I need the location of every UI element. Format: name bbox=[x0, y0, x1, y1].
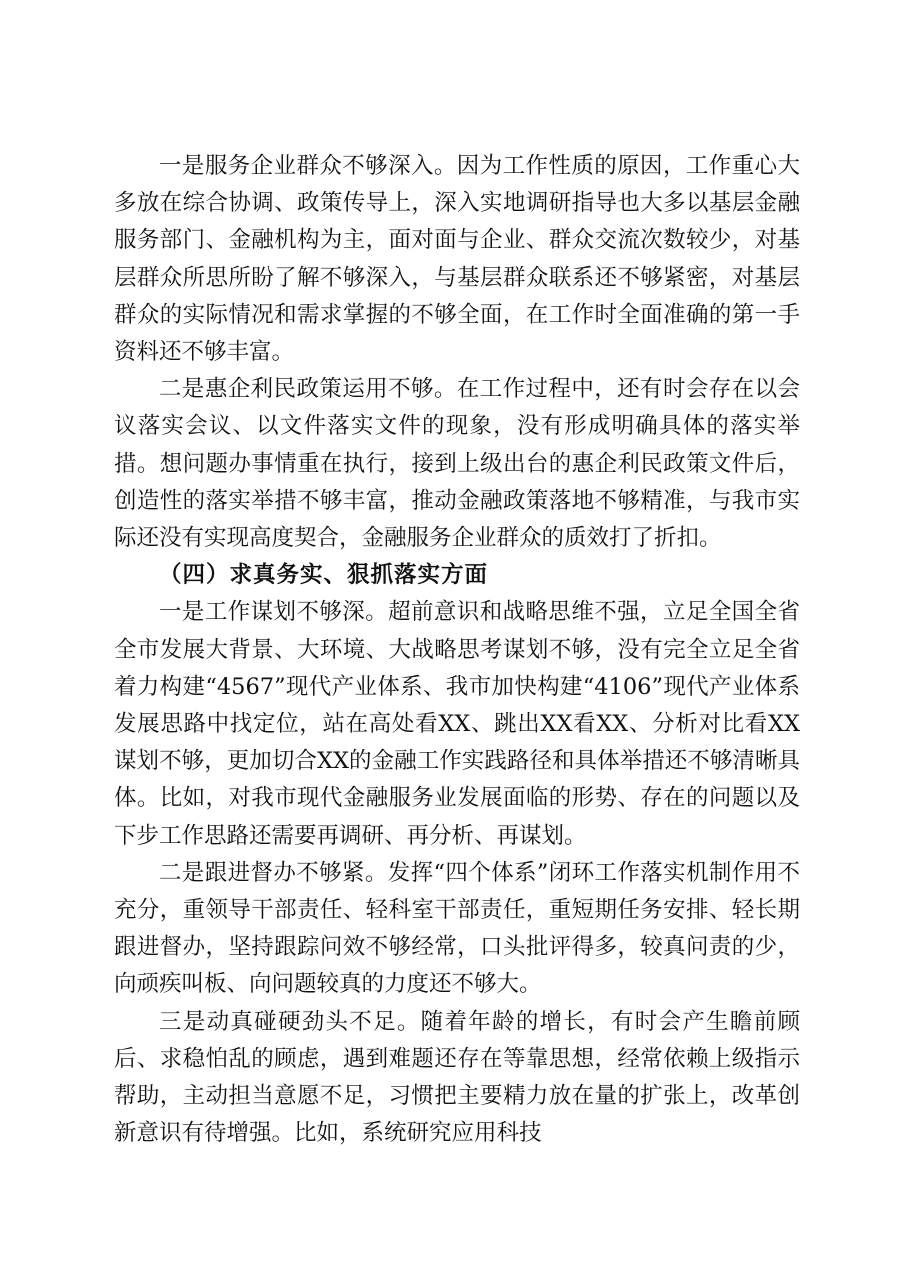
paragraph-service-enterprises: 一是服务企业群众不够深入。因为工作性质的原因，工作重心大多放在综合协调、政策传导上，深入实地调研指导也大多以基层金融服务部门、金融机构为主，面对面与企业、群众交流次数较少，对基层群众所思所盼了解不够深入，与基层群众联系还不够紧密，对基层群众的实际情况和需求掌握的不够全面，在工作时全面准确的第一手资料还不够丰富。 bbox=[114, 153, 800, 366]
paragraph-follow-up-supervision: 二是跟进督办不够紧。发挥“四个体系”闭环工作落实机制作用不充分，重领导干部责任、轻科室干部责任，重短期任务安排、轻长期跟进督办，坚持跟踪问效不够经常，口头批评得多，较真问责的少，向顽疾叫板、向问题较真的力度还不够大。 bbox=[114, 859, 800, 998]
document-body bbox=[114, 148, 800, 1152]
paragraph-policy-application: 二是惠企利民政策运用不够。在工作过程中，还有时会存在以会议落实会议、以文件落实文件的现象，没有形成明确具体的落实举措。想问题办事情重在执行，接到上级出台的惠企利民政策文件后，创造性的落实举措不够丰富，推动金融政策落地不够精准，与我市实际还没有实现高度契合，金融服务企业群众的质效打了折扣。 bbox=[114, 376, 800, 552]
section-heading-seek-truth: （四）求真务实、狠抓落实方面 bbox=[159, 562, 489, 589]
paragraph-tackle-hard-issues: 三是动真碰硬劲头不足。随着年龄的增长，有时会产生瞻前顾后、求稳怕乱的顾虑，遇到难题还存在等靠思想，经常依赖上级指示帮助，主动担当意愿不足，习惯把主要精力放在量的扩张上，改革创新意识有待增强。比如，系统研究应用科技 bbox=[114, 1008, 800, 1147]
paragraph-work-planning: 一是工作谋划不够深。超前意识和战略思维不强，立足全国全省全市发展大背景、大环境、大战略思考谋划不够，没有完全立足全省着力构建“4567”现代产业体系、我市加快构建“4106”现代产业体系发展思路中找定位，站在高处看XX、跳出XX看XX、分析对比看XX谋划不够，更加切合XX的金融工作实践路径和具体举措还不够清晰具体。比如，对我市现代金融服务业发展面临的形势、存在的问题以及下步工作思路还需要再调研、再分析、再谋划。 bbox=[114, 599, 800, 849]
